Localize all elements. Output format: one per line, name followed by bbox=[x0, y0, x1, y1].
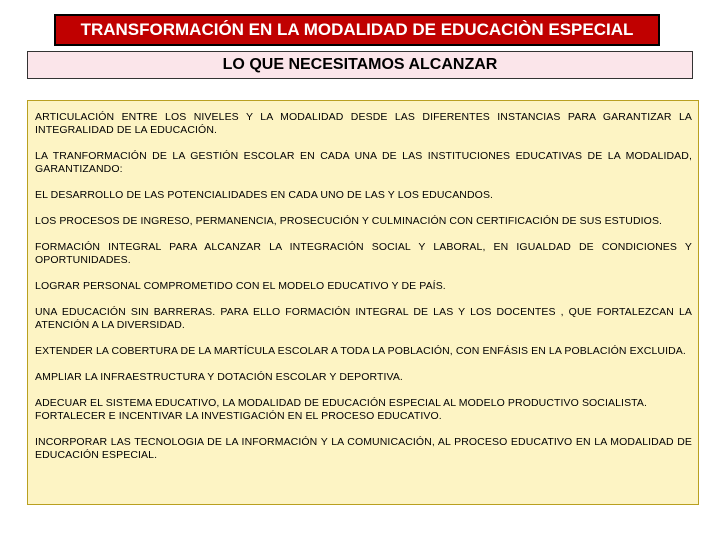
slide-subtitle bbox=[27, 51, 693, 79]
objective-item: FORMACIÓN INTEGRAL PARA ALCANZAR LA INTEGRACIÓN SOCIAL Y LABORAL, EN IGUALDAD DE CONDICIONES Y OPORTUNIDADES. bbox=[35, 241, 692, 266]
objective-item: ARTICULACIÓN ENTRE LOS NIVELES Y LA MODALIDAD DESDE LAS DIFERENTES INSTANCIAS PARA GARANTIZAR LA INTEGRALIDAD DE LA EDUCACIÓN. bbox=[35, 111, 692, 136]
objective-item: LA TRANFORMACIÓN DE LA GESTIÓN ESCOLAR EN CADA UNA DE LAS INSTITUCIONES EDUCATIVAS DE LA MODALIDAD, GARANTIZANDO: bbox=[35, 150, 692, 175]
objective-item: LOGRAR PERSONAL COMPROMETIDO CON EL MODELO EDUCATIVO Y DE PAÍS. bbox=[35, 280, 446, 292]
slide-title-text: TRANSFORMACIÓN EN LA MODALIDAD DE EDUCACIÒN ESPECIAL bbox=[80, 20, 634, 39]
objective-item: EXTENDER LA COBERTURA DE LA MARTÍCULA ESCOLAR A TODA LA POBLACIÓN, CON ENFÁSIS EN LA POBLACIÓN EXCLUIDA. bbox=[35, 345, 686, 357]
slide-title bbox=[54, 14, 660, 46]
objective-item: AMPLIAR LA INFRAESTRUCTURA Y DOTACIÓN ESCOLAR Y DEPORTIVA. bbox=[35, 371, 403, 383]
objective-item: ADECUAR EL SISTEMA EDUCATIVO, LA MODALIDAD DE EDUCACIÓN ESPECIAL AL MODELO PRODUCTIVO SOCIALISTA. FORTALECER E INCENTIVAR LA INVESTIGACIÓN EN EL PROCESO EDUCATIVO. bbox=[35, 397, 648, 422]
objective-item: EL DESARROLLO DE LAS POTENCIALIDADES EN CADA UNO DE LAS Y LOS EDUCANDOS. bbox=[35, 189, 494, 201]
objective-item: LOS PROCESOS DE INGRESO, PERMANENCIA, PROSECUCIÓN Y CULMINACIÓN CON CERTIFICACIÓN DE SUS ESTUDIOS. bbox=[35, 215, 663, 227]
slide-subtitle-text: LO QUE NECESITAMOS ALCANZAR bbox=[222, 56, 498, 73]
objective-item: INCORPORAR LAS TECNOLOGIA DE LA INFORMACIÓN Y LA COMUNICACIÓN, AL PROCESO EDUCATIVO EN LA MODALIDAD DE EDUCACIÓN ESPECIAL. bbox=[35, 436, 692, 461]
objectives-list bbox=[27, 100, 699, 505]
objective-item: UNA EDUCACIÓN SIN BARRERAS. PARA ELLO FORMACIÓN INTEGRAL DE LAS Y LOS DOCENTES , QUE FORTALEZCAN LA ATENCIÓN A LA DIVERSIDAD. bbox=[35, 306, 692, 331]
